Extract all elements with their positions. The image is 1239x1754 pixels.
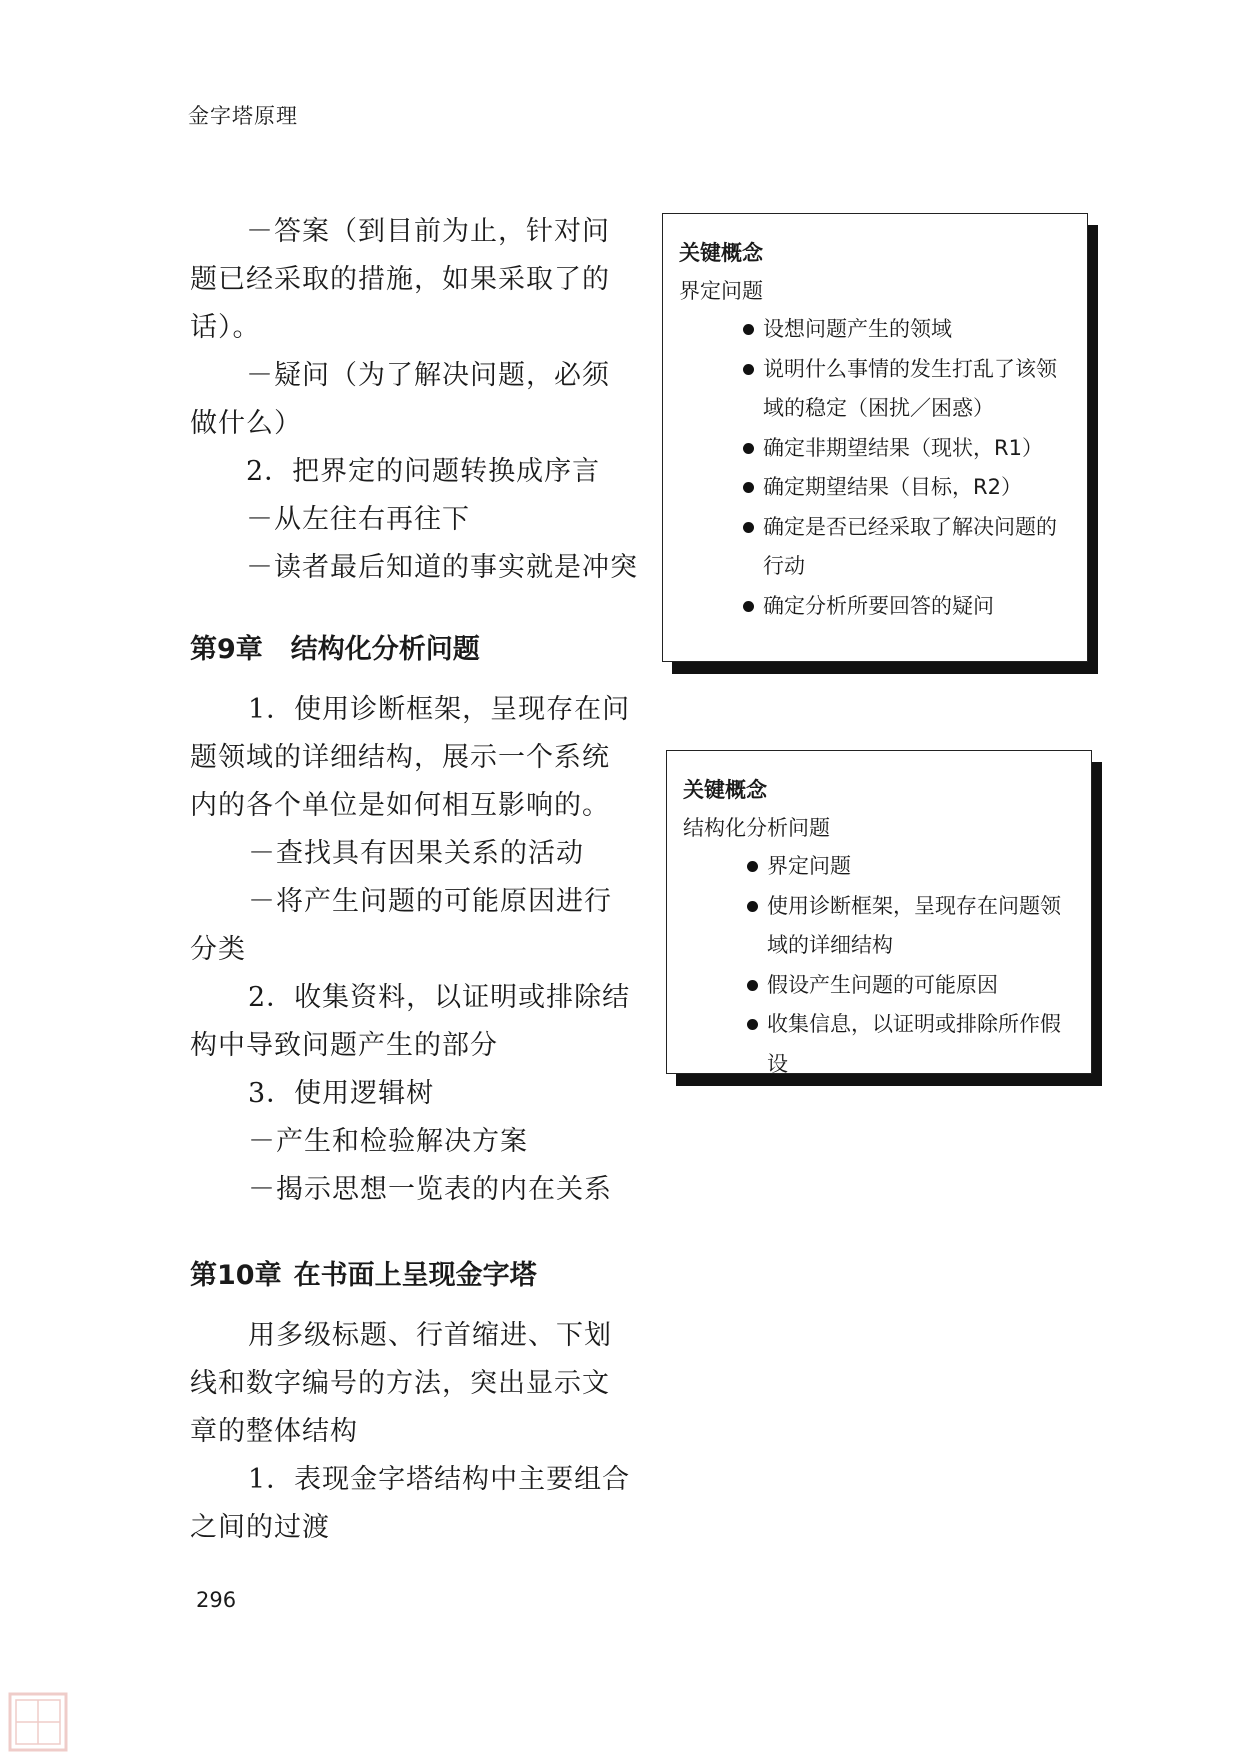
- page-number: 296: [196, 1588, 237, 1612]
- text-line: 用多级标题、行首缩进、下划: [248, 1320, 612, 1351]
- concept-list: [683, 847, 1081, 1084]
- concept-item: 使用诊断框架，呈现存在问题领域的详细结构: [747, 887, 1081, 966]
- main-column: [190, 208, 640, 1552]
- text-line: 话）。: [190, 312, 261, 343]
- text-line: －将产生问题的可能原因进行: [248, 886, 612, 917]
- concept-item: 说明什么事情的发生打乱了该领域的稳定（困扰／困惑）: [743, 350, 1077, 429]
- chapter-title: 结构化分析问题: [290, 634, 480, 665]
- chapter-title: 在书面上呈现金字塔: [293, 1260, 537, 1291]
- text-line: 章的整体结构: [190, 1416, 358, 1447]
- library-seal-icon: [6, 1690, 70, 1754]
- text-line: 做什么）: [190, 408, 302, 439]
- chapter-number: 第9章: [190, 634, 263, 665]
- text-line: 1．使用诊断框架，呈现存在问: [248, 694, 631, 725]
- concept-item: 确定非期望结果（现状，R1）: [743, 429, 1077, 469]
- text-line: －查找具有因果关系的活动: [248, 838, 584, 869]
- key-concepts-box-structured-analysis: [666, 750, 1092, 1074]
- key-concepts-box-define-problem: [662, 213, 1088, 662]
- box-title: 关键概念: [683, 778, 767, 802]
- text-line: 题已经采取的措施，如果采取了的: [190, 264, 610, 295]
- text-line: 分类: [190, 934, 246, 965]
- text-line: 2．把界定的问题转换成序言: [246, 456, 601, 487]
- text-line: 内的各个单位是如何相互影响的。: [190, 790, 610, 821]
- text-line: －疑问（为了解决问题，必须: [246, 360, 610, 391]
- text-line: 构中导致问题产生的部分: [190, 1030, 498, 1061]
- text-line: 题领域的详细结构，展示一个系统: [190, 742, 610, 773]
- chapter-number: 第10章: [190, 1260, 282, 1291]
- box-title: 关键概念: [679, 241, 763, 265]
- text-line: －答案（到目前为止，针对问: [246, 216, 610, 247]
- running-header: 金字塔原理: [188, 104, 298, 128]
- text-line: －从左往右再往下: [246, 504, 470, 535]
- concept-item: 界定问题: [747, 847, 1081, 887]
- box-subtitle: 界定问题: [679, 279, 763, 303]
- concept-list: [679, 310, 1077, 626]
- concept-item: 假设产生问题的可能原因: [747, 966, 1081, 1006]
- text-line: －产生和检验解决方案: [248, 1126, 528, 1157]
- chapter-10-heading: [190, 1252, 640, 1300]
- concept-item: 确定期望结果（目标，R2）: [743, 468, 1077, 508]
- text-line: 之间的过渡: [190, 1512, 330, 1543]
- concept-item: 设想问题产生的领域: [743, 310, 1077, 350]
- concept-item: 确定分析所要回答的疑问: [743, 587, 1077, 627]
- text-line: 2．收集资料，以证明或排除结: [248, 982, 631, 1013]
- text-line: 1．表现金字塔结构中主要组合: [248, 1464, 631, 1495]
- chapter-9-heading: [190, 626, 640, 674]
- box-subtitle: 结构化分析问题: [683, 816, 830, 840]
- text-line: 线和数字编号的方法，突出显示文: [190, 1368, 610, 1399]
- concept-item: 确定是否已经采取了解决问题的行动: [743, 508, 1077, 587]
- concept-item: 收集信息，以证明或排除所作假设: [747, 1005, 1081, 1084]
- text-line: －揭示思想一览表的内在关系: [248, 1174, 612, 1205]
- text-line: －读者最后知道的事实就是冲突: [246, 552, 638, 583]
- text-line: 3．使用逻辑树: [248, 1078, 435, 1109]
